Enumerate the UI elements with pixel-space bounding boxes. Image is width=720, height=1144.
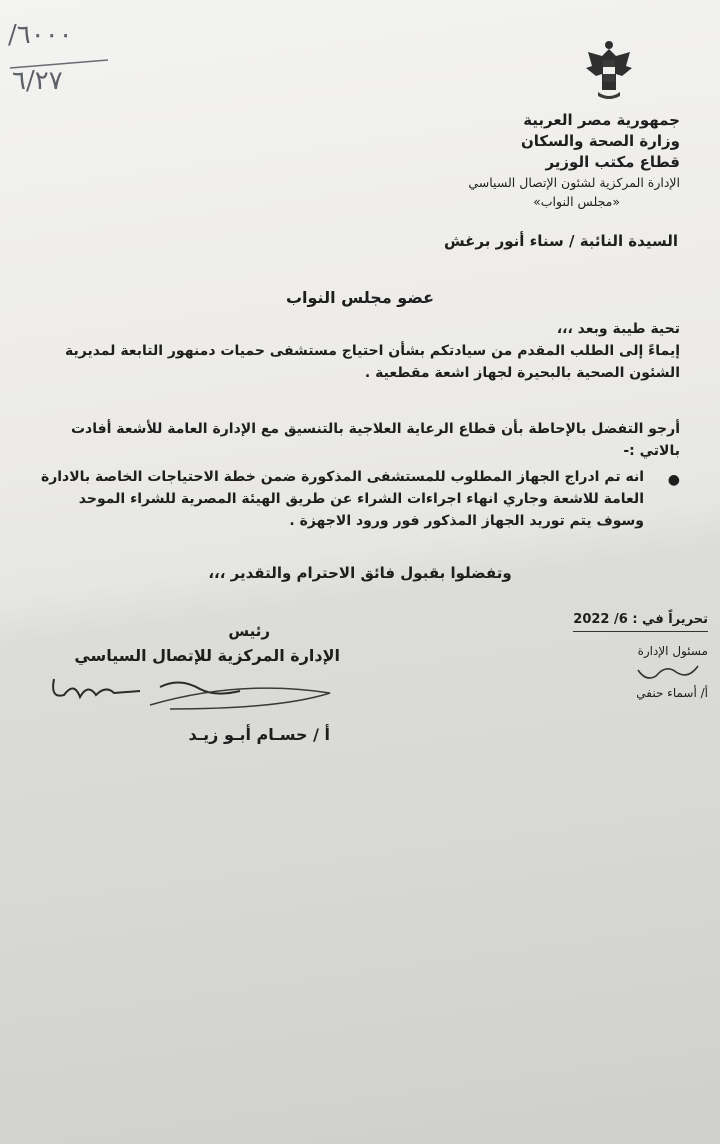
- responsible-label: مسئول الإدارة: [637, 644, 708, 658]
- header-country: جمهورية مصر العربية: [523, 111, 680, 129]
- signatory-department: الإدارة المركزية للإتصال السياسي: [74, 646, 340, 665]
- header-department: الإدارة المركزية لشئون الإتصال السياسي: [468, 175, 680, 190]
- header-ministry: وزارة الصحة والسكان: [520, 132, 680, 150]
- handwritten-reference: [8, 18, 118, 108]
- header-council: «مجلس النواب»: [533, 194, 620, 209]
- eagle-emblem-icon: [582, 38, 636, 102]
- signatory-name: أ / حسـام أبـو زيـد: [188, 725, 330, 744]
- ministry-header: [380, 110, 680, 211]
- signatory-role: رئيس: [228, 622, 270, 640]
- issuance-block: [548, 610, 708, 702]
- closing-line: وتفضلوا بقبول فائق الاحترام والتقدير ،،،: [208, 564, 512, 582]
- handwritten-line-2: ٦/٢٧: [12, 66, 63, 96]
- member-title: عضو مجلس النواب: [285, 288, 435, 307]
- greeting: تحية طيبة وبعد ،،،: [556, 321, 680, 337]
- bullet-item: [40, 466, 680, 532]
- handwritten-line-1: /٦٠٠٠: [8, 20, 73, 50]
- bullet-text: انه تم ادراج الجهاز المطلوب للمستشفى المذكورة ضمن خطة الاحتياجات الخاصة بالادارة العامة للاشعة وجاري انهاء اجراءات الشراء عن طريق الهيئة المصرية للشراء الموحد وسوف يتم توريد الجهاز المذكور فور ورود الاجهزة .: [40, 469, 644, 529]
- paragraph-request: إيماءً إلى الطلب المقدم من سيادتكم بشأن احتياج مستشفى حميات دمنهور التابعة لمديرية الشئون الصحية بالبحيرة لجهاز اشعة مقطعية .: [65, 343, 680, 381]
- handwritten-signature-mark: [40, 669, 340, 719]
- initials-signature-mark: [548, 660, 708, 684]
- paragraph-response: أرجو التفضل بالإحاطة بأن قطاع الرعاية العلاجية بالتنسيق مع الإدارة العامة للأشعة أفادت بالاتي :-: [70, 421, 680, 459]
- bullet-icon: ●: [667, 472, 680, 488]
- addressee: السيدة النائبة / سناء أنور برغش: [443, 232, 678, 250]
- header-sector: قطاع مكتب الوزير: [545, 153, 680, 171]
- signatory-block: [40, 622, 340, 744]
- responsible-name: أ/ أسماء حنفي: [636, 686, 708, 700]
- issuance-date: تحريراً في : 6/ 2022: [573, 611, 708, 632]
